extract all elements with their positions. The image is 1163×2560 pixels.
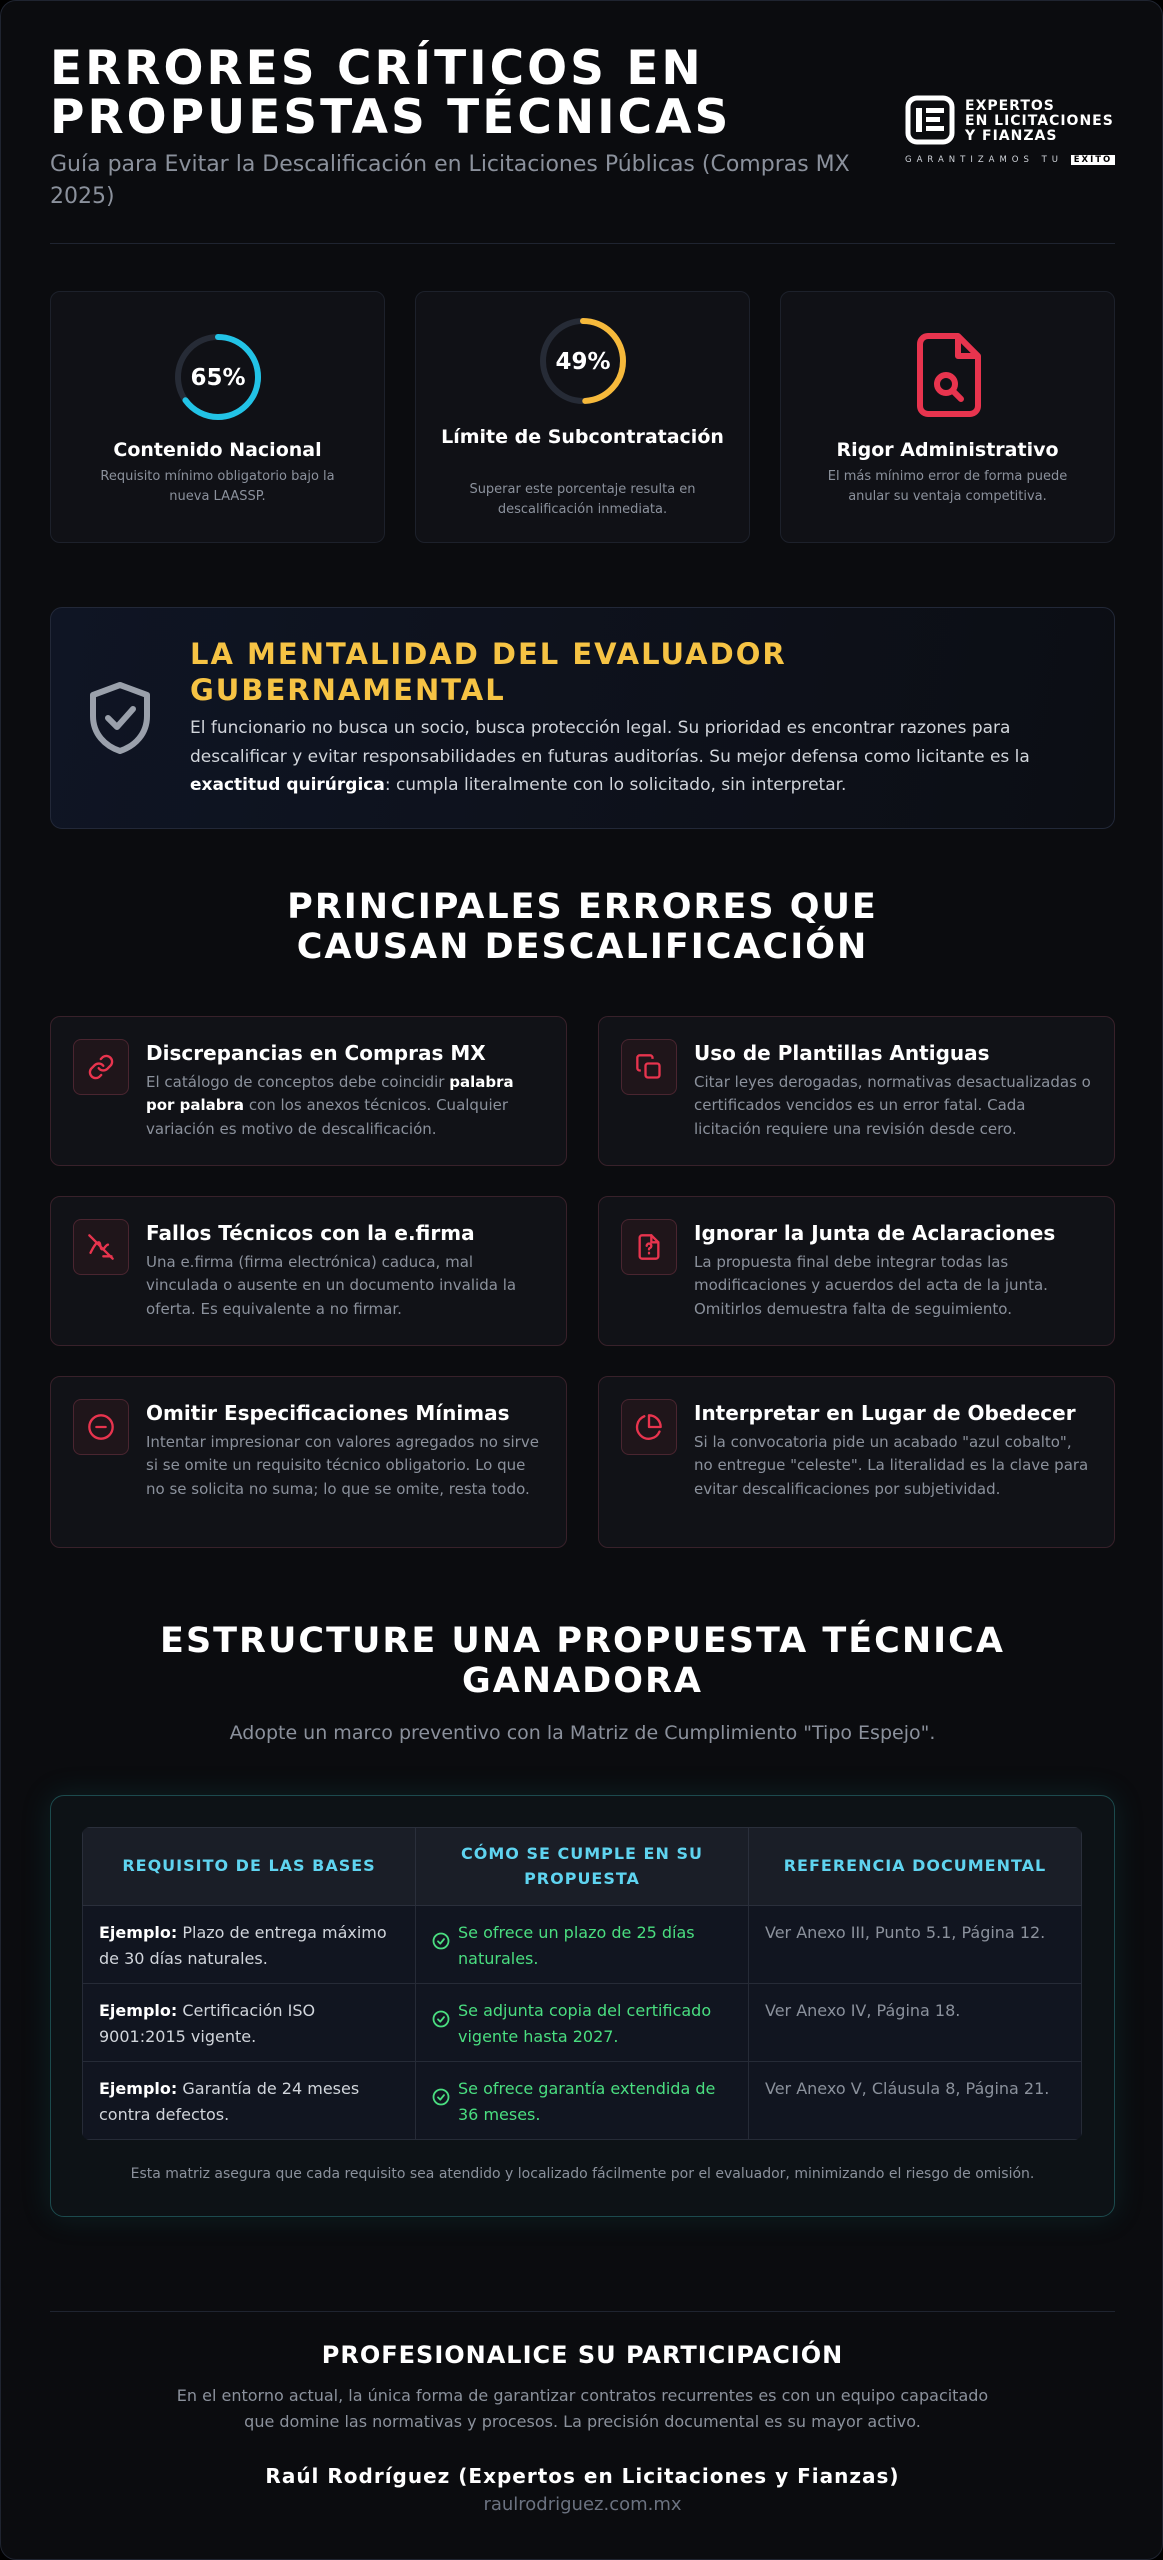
brand-logo (905, 95, 1115, 171)
column-header: CÓMO SE CUMPLE EN SU PROPUESTA (416, 1828, 749, 1906)
error-text: El catálogo de conceptos debe coincidir palabra por palabra con los anexos técnicos. Cualquier variación es motivo de descalificación. (146, 1073, 514, 1138)
check-circle-icon (432, 2088, 450, 2106)
page-title: ERRORES CRÍTICOS EN PROPUESTAS TÉCNICAS (50, 41, 732, 145)
requirement-cell: Ejemplo: Plazo de entrega máximo de 30 días naturales. (83, 1906, 416, 1984)
stat-desc: El más mínimo error de forma puede anular su ventaja competitiva. (827, 469, 1068, 504)
stat-desc: Superar este porcentaje resulta en descalificación inmediata. (469, 482, 696, 517)
matrix-note: Esta matriz asegura que cada requisito sea atendido y localizado fácilmente por el evaluador, minimizando el riesgo de omisión. (130, 2166, 1035, 2182)
stat-title: Contenido Nacional (113, 439, 322, 461)
errors-grid (50, 1016, 1115, 1546)
compliance-cell: Se ofrece garantía extendida de 36 meses. (416, 2062, 749, 2140)
stat-desc: Requisito mínimo obligatorio bajo la nueva LAASSP. (100, 469, 335, 504)
stat-card-admin-rigor (780, 291, 1115, 543)
document-search-icon (908, 332, 988, 418)
stat-card-national-content (50, 291, 385, 543)
shield-check-icon (87, 680, 153, 756)
error-title: Uso de Plantillas Antiguas (694, 1041, 990, 1065)
logo-wordmark: EXPERTOS EN LICITACIONES Y FIANZAS (965, 98, 1114, 144)
author-name: Raúl Rodríguez (Expertos en Licitaciones y Fianzas) (265, 2464, 900, 2489)
reference-cell: Ver Anexo III, Punto 5.1, Página 12. (749, 1906, 1082, 1984)
stat-title: Rigor Administrativo (836, 439, 1059, 461)
signature-off-icon (87, 1233, 115, 1261)
stat-card-subcontracting (415, 291, 750, 543)
error-title: Interpretar en Lugar de Obedecer (694, 1401, 1076, 1425)
divider (50, 2311, 1115, 2312)
table-row (83, 2062, 1082, 2140)
error-text: Una e.firma (firma electrónica) caduca, mal vinculada o ausente en un documento invalida la oferta. Es equivalente a no firmar. (146, 1253, 517, 1318)
compliance-matrix (50, 1795, 1115, 2217)
error-card (50, 1376, 567, 1548)
error-title: Omitir Especificaciones Mínimas (146, 1401, 510, 1425)
section-title: ESTRUCTURE UNA PROPUESTA TÉCNICA GANADORA (160, 1621, 1005, 1702)
error-text: Intentar impresionar con valores agregados no sirve si se omite un requisito técnico obligatorio. Lo que no se solicita no suma; lo que se omite, resta todo. (146, 1433, 539, 1498)
callout-text: El funcionario no busca un socio, busca protección legal. Su prioridad es encontrar razones para descalificar y evitar responsabilidades en futuras auditorías. Su mejor defensa como licitante es la exactitud quirúrgica: cumpla literalmente con lo solicitado, sin interpretar. (190, 718, 1030, 796)
error-card (598, 1196, 1115, 1346)
link-icon (87, 1053, 115, 1081)
error-text: La propuesta final debe integrar todas las modificaciones y acuerdos del acta de la junta. Omitirlos demuestra falta de seguimiento. (694, 1253, 1048, 1318)
error-card (50, 1016, 567, 1166)
requirement-cell: Ejemplo: Certificación ISO 9001:2015 vigente. (83, 1984, 416, 2062)
footer (50, 2341, 1115, 2515)
footer-text: En el entorno actual, la única forma de garantizar contratos recurrentes es con un equipo capacitado que domine las normativas y procesos. La precisión documental es su mayor activo. (176, 2386, 989, 2431)
progress-ring (171, 330, 265, 424)
errors-section-heading (50, 887, 1115, 968)
requirement-cell: Ejemplo: Garantía de 24 meses contra defectos. (83, 2062, 416, 2140)
table-row (83, 1984, 1082, 2062)
check-circle-icon (432, 1932, 450, 1950)
compliance-cell: Se ofrece un plazo de 25 días naturales. (416, 1906, 749, 1984)
error-card (50, 1196, 567, 1346)
error-card (598, 1016, 1115, 1166)
stat-value: 65% (189, 365, 246, 391)
stat-value: 49% (554, 349, 611, 375)
column-header: REQUISITO DE LAS BASES (83, 1828, 416, 1906)
compliance-cell: Se adjunta copia del certificado vigente hasta 2027. (416, 1984, 749, 2062)
error-card (598, 1376, 1115, 1548)
stat-title: Límite de Subcontratación (441, 426, 724, 448)
table-header-row (83, 1828, 1082, 1906)
check-circle-icon (432, 2010, 450, 2028)
evaluator-mindset-callout (50, 607, 1115, 829)
reference-cell: Ver Anexo IV, Página 18. (749, 1984, 1082, 2062)
compliance-table (82, 1827, 1082, 2140)
error-title: Discrepancias en Compras MX (146, 1041, 486, 1065)
copy-icon (635, 1053, 663, 1081)
table-row (83, 1906, 1082, 1984)
structure-heading (50, 1621, 1115, 1744)
stats-row (50, 291, 1115, 543)
progress-ring (536, 314, 630, 408)
file-question-icon (635, 1233, 663, 1261)
column-header: REFERENCIA DOCUMENTAL (749, 1828, 1082, 1906)
divider (50, 243, 1115, 244)
footer-title: PROFESIONALICE SU PARTICIPACIÓN (321, 2341, 844, 2369)
page-subtitle: Guía para Evitar la Descalificación en Licitaciones Públicas (Compras MX 2025) (50, 152, 850, 209)
reference-cell: Ver Anexo V, Cláusula 8, Página 21. (749, 2062, 1082, 2140)
section-subtitle: Adopte un marco preventivo con la Matriz de Cumplimiento "Tipo Espejo". (229, 1721, 936, 1744)
error-title: Ignorar la Junta de Aclaraciones (694, 1221, 1056, 1245)
error-title: Fallos Técnicos con la e.firma (146, 1221, 475, 1245)
error-text: Citar leyes derogadas, normativas desactualizadas o certificados vencidos es un error fatal. Cada licitación requiere una revisión desde cero. (694, 1073, 1091, 1138)
section-title: PRINCIPALES ERRORES QUE CAUSAN DESCALIFICACIÓN (287, 887, 878, 968)
pie-chart-icon (635, 1413, 663, 1441)
callout-title: LA MENTALIDAD DEL EVALUADOR GUBERNAMENTAL (190, 637, 787, 708)
logo-mark-icon (905, 95, 955, 145)
minus-circle-icon (87, 1413, 115, 1441)
logo-tagline: GARANTIZAMOS TU ÉXITO (905, 155, 1115, 165)
author-website-link[interactable]: raulrodriguez.com.mx (483, 2494, 682, 2516)
error-text: Si la convocatoria pide un acabado "azul cobalto", no entregue "celeste". La literalidad es la clave para evitar descalificaciones por subjetividad. (694, 1433, 1089, 1498)
header (50, 41, 1115, 245)
